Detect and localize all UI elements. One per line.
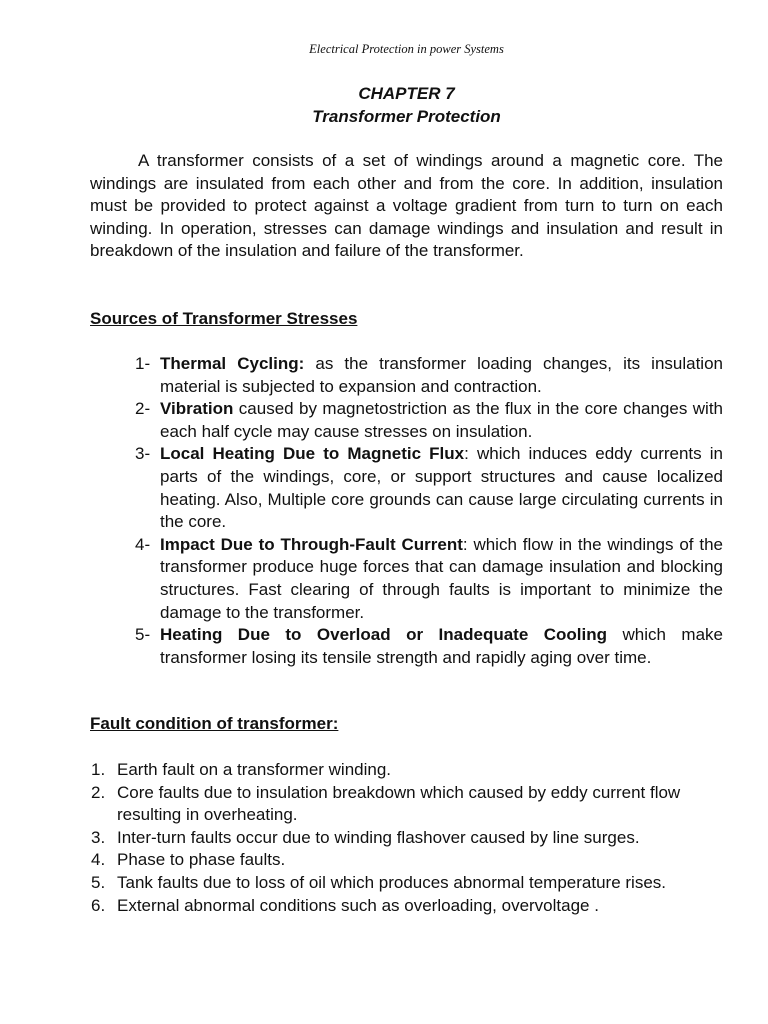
list-term: Thermal Cycling: <box>160 354 305 373</box>
stresses-heading: Sources of Transformer Stresses <box>90 309 358 328</box>
list-term: Impact Due to Through-Fault Current <box>160 534 463 554</box>
list-number: 1- <box>135 354 151 373</box>
list-text: : which induces eddy currents in parts of the windings, core, or support structures and cause localized heating. Also, Multiple core grounds can cause large circulating currents in the core. <box>160 444 724 532</box>
list-term: Vibration <box>160 399 234 419</box>
list-item <box>135 443 723 533</box>
list-number: 4. <box>91 850 106 870</box>
list-number: 2- <box>135 399 151 419</box>
list-number: 2. <box>91 782 106 802</box>
chapter-number: CHAPTER 7 <box>358 84 455 103</box>
list-text: caused by magnetostriction as the flux in the core changes with each half cycle may cause stresses on insulation. <box>160 399 723 441</box>
list-term: Local Heating Due to Magnetic Flux <box>160 444 465 464</box>
list-text: Phase to phase faults. <box>117 850 286 870</box>
list-number: 3. <box>91 827 106 847</box>
list-item <box>135 534 723 624</box>
list-text: which make transformer losing its tensile strength and rapidly aging over time. <box>160 625 723 667</box>
list-text: Inter-turn faults occur due to winding flashover caused by line surges. <box>117 827 640 847</box>
running-header: Electrical Protection in power Systems <box>309 42 504 56</box>
list-text: as the transformer loading changes, its insulation material is subjected to expansion and contraction. <box>160 354 723 396</box>
list-item <box>90 895 723 918</box>
list-number: 5- <box>135 625 151 645</box>
list-number: 4- <box>135 534 151 554</box>
list-item <box>90 827 723 850</box>
list-number: 5. <box>91 872 106 892</box>
list-text: Tank faults due to loss of oil which produces abnormal temperature rises. <box>117 872 666 892</box>
list-item <box>135 353 723 398</box>
list-text: : which flow in the windings of the transformer produce huge forces that can damage insulation and blocking structures. Fast clearing of through faults is important to minimize the damage to the transformer. <box>160 534 723 622</box>
list-term: Heating Due to Overload or Inadequate Cooling <box>160 625 608 645</box>
list-text: External abnormal conditions such as overloading, overvoltage . <box>117 895 599 915</box>
list-item <box>90 872 723 895</box>
list-text: Core faults due to insulation breakdown which caused by eddy current flow resulting in overheating. <box>117 782 681 825</box>
list-item <box>90 782 723 827</box>
list-number: 3- <box>135 444 151 464</box>
list-item <box>135 398 723 443</box>
chapter-title: Transformer Protection <box>312 107 501 126</box>
stresses-list <box>135 353 723 669</box>
faults-list <box>90 759 723 917</box>
intro-paragraph: A transformer consists of a set of windings around a magnetic core. The windings are insulated from each other and from the core. In addition, insulation must be provided to protect against a voltage gradient from turn to turn on each winding. In operation, stresses can damage windings and insulation and result in breakdown of the insulation and failure of the transformer. <box>90 151 723 261</box>
list-item <box>90 759 723 782</box>
list-number: 1. <box>91 760 106 779</box>
faults-heading: Fault condition of transformer: <box>90 714 339 733</box>
list-text: Earth fault on a transformer winding. <box>117 760 392 779</box>
list-item <box>90 849 723 872</box>
list-item <box>135 624 723 669</box>
list-number: 6. <box>91 895 106 915</box>
